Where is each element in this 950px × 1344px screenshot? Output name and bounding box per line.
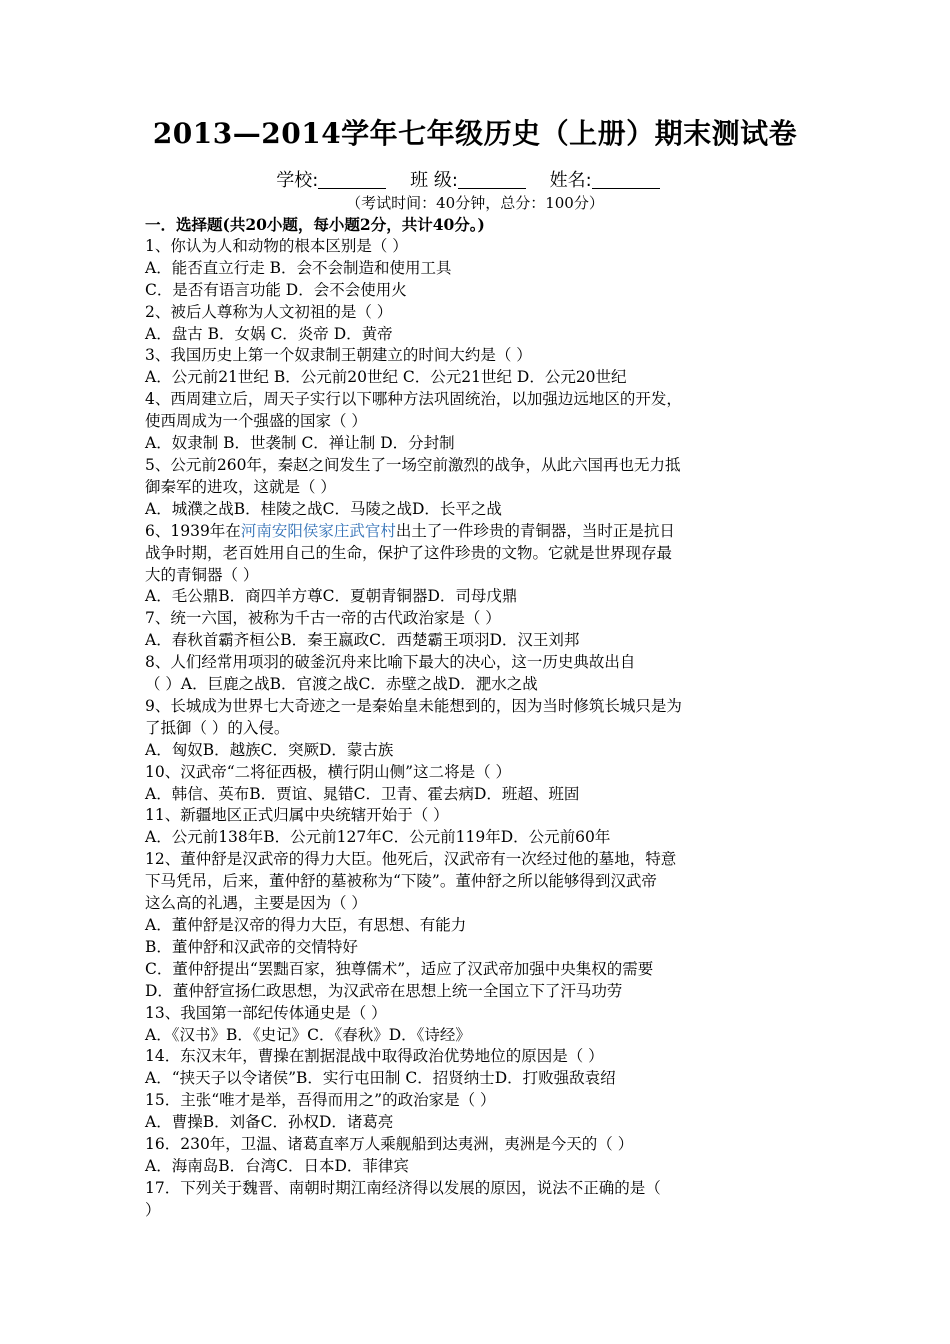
question-line: 使西周成为一个强盛的国家（ ） xyxy=(145,412,367,431)
q6-place-link[interactable]: 河南安阳侯家庄武官村 xyxy=(240,521,396,540)
question-line: 了抵御（ ）的入侵。 xyxy=(145,718,290,737)
option-line: A．盘古 B．女娲 C．炎帝 D．黄帝 xyxy=(145,324,393,343)
option-line: A．海南岛B．台湾C．日本D．菲律宾 xyxy=(145,1156,409,1175)
option-line: C．董仲舒提出“罢黜百家，独尊儒术”，适应了汉武帝加强中央集权的需要 xyxy=(145,959,654,978)
option-line: A．公元前138年B．公元前127年C．公元前119年D．公元前60年 xyxy=(145,828,611,847)
option-line: A．董仲舒是汉帝的得力大臣，有思想、有能力 xyxy=(145,916,467,934)
school-label: 学校: xyxy=(276,170,319,191)
option-line: （ ）A．巨鹿之战B．官渡之战C．赤壁之战D．淝水之战 xyxy=(145,675,538,694)
school-blank[interactable] xyxy=(318,172,386,189)
question-line: 下马凭吊，后来，董仲舒的墓被称为“下陵”。董仲舒之所以能够得到汉武帝 xyxy=(145,872,657,891)
option-line: A．匈奴B．越族C．突厥D．蒙古族 xyxy=(145,740,394,759)
question-line: 战争时期，老百姓用自己的生命，保护了这件珍贵的文物。它就是世界现存最 xyxy=(145,543,673,562)
question-line: 16．230年，卫温、诸葛直率万人乘舰船到达夷洲，夷洲是今天的（ ） xyxy=(145,1135,634,1154)
question-line: 12、董仲舒是汉武帝的得力大臣。他死后，汉武帝有一次经过他的墓地，特意 xyxy=(145,850,677,869)
option-line: A．毛公鼎B．商四羊方尊C．夏朝青铜器D．司母戊鼎 xyxy=(145,587,518,606)
option-line: A．奴隶制 B．世袭制 C．禅让制 D．分封制 xyxy=(145,434,455,453)
question-line: 大的青铜器（ ） xyxy=(145,565,259,584)
question-line: 1、你认为人和动物的根本区别是（ ） xyxy=(145,236,408,255)
q6-suffix: 出土了一件珍贵的青铜器，当时正是抗日 xyxy=(395,521,675,540)
question-line: 15．主张“唯才是举，吾得而用之”的政治家是（ ） xyxy=(145,1091,496,1110)
option-line: A．城濮之战B．桂陵之战C．马陵之战D．长平之战 xyxy=(145,499,502,518)
question-line: ） xyxy=(145,1200,161,1219)
question-line: 10、汉武帝“二将征西极，横行阴山侧”这二将是（ ） xyxy=(145,762,511,781)
question-line: 这么高的礼遇，主要是因为（ ） xyxy=(145,894,367,913)
option-line: B．董仲舒和汉武帝的交情特好 xyxy=(145,937,358,956)
question-line: 9、长城成为世界七大奇迹之一是秦始皇未能想到的，因为当时修筑长城只是为 xyxy=(145,696,682,715)
question-line: 11、新疆地区正式归属中央统辖开始于（ ） xyxy=(145,806,449,825)
question-line: 4、西周建立后，周天子实行以下哪种方法巩固统治，以加强边远地区的开发， xyxy=(145,390,682,409)
question-line: 13、我国第一部纪传体通史是（ ） xyxy=(145,1003,387,1022)
option-line: A．春秋首霸齐桓公B．秦王嬴政C．西楚霸王项羽D．汉王刘邦 xyxy=(145,631,580,650)
option-line: D．董仲舒宣扬仁政思想，为汉武帝在思想上统一全国立下了汗马功劳 xyxy=(145,981,623,1000)
question-line xyxy=(145,521,815,543)
section-heading: 一．选择题(共20小题，每小题2分，共计40分。) xyxy=(145,215,485,234)
question-line: 2、被后人尊称为人文初祖的是（ ） xyxy=(145,302,393,321)
question-line: 5、公元前260年，秦赵之间发生了一场空前激烈的战争，从此六国再也无力抵 xyxy=(145,455,681,474)
class-label: 班 级: xyxy=(410,170,458,191)
option-line: A．公元前21世纪 B．公元前20世纪 C．公元21世纪 D．公元20世纪 xyxy=(145,368,627,387)
option-line: A．韩信、英布B．贾谊、晁错C．卫青、霍去病D．班超、班固 xyxy=(145,784,580,803)
option-line: A．能否直立行走 B．会不会制造和使用工具 xyxy=(145,258,452,277)
question-line: 17．下列关于魏晋、南朝时期江南经济得以发展的原因，说法不正确的是（ xyxy=(145,1178,661,1197)
question-line: 14．东汉末年，曹操在割据混战中取得政治优势地位的原因是（ ） xyxy=(145,1047,604,1066)
option-line: A．“挟天子以令诸侯”B．实行屯田制 C．招贤纳士D．打败强敌袁绍 xyxy=(145,1069,616,1088)
student-info-row xyxy=(0,166,950,192)
option-line: A．《汉书》B．《史记》C．《春秋》D．《诗经》 xyxy=(145,1025,471,1044)
question-line: 7、统一六国，被称为千古一帝的古代政治家是（ ） xyxy=(145,609,501,628)
exam-title: 2013—2014学年七年级历史（上册）期末测试卷 xyxy=(152,117,798,150)
exam-time: （考试时间：40分钟，总分：100分） xyxy=(346,194,604,212)
option-line: C．是否有语言功能 D．会不会使用火 xyxy=(145,280,407,299)
class-blank[interactable] xyxy=(458,172,526,189)
question-list xyxy=(145,214,815,1222)
question-line: 8、人们经常用项羽的破釜沉舟来比喻下最大的决心，这一历史典故出自 xyxy=(145,653,636,672)
question-line: 御秦军的进攻，这就是（ ） xyxy=(145,477,336,496)
name-label: 姓名: xyxy=(549,170,592,191)
question-line: 3、我国历史上第一个奴隶制王朝建立的时间大约是（ ） xyxy=(145,346,532,365)
option-line: A．曹操B．刘备C．孙权D．诸葛亮 xyxy=(145,1113,394,1132)
name-blank[interactable] xyxy=(592,172,660,189)
q6-prefix: 6、1939年在 xyxy=(145,521,241,540)
